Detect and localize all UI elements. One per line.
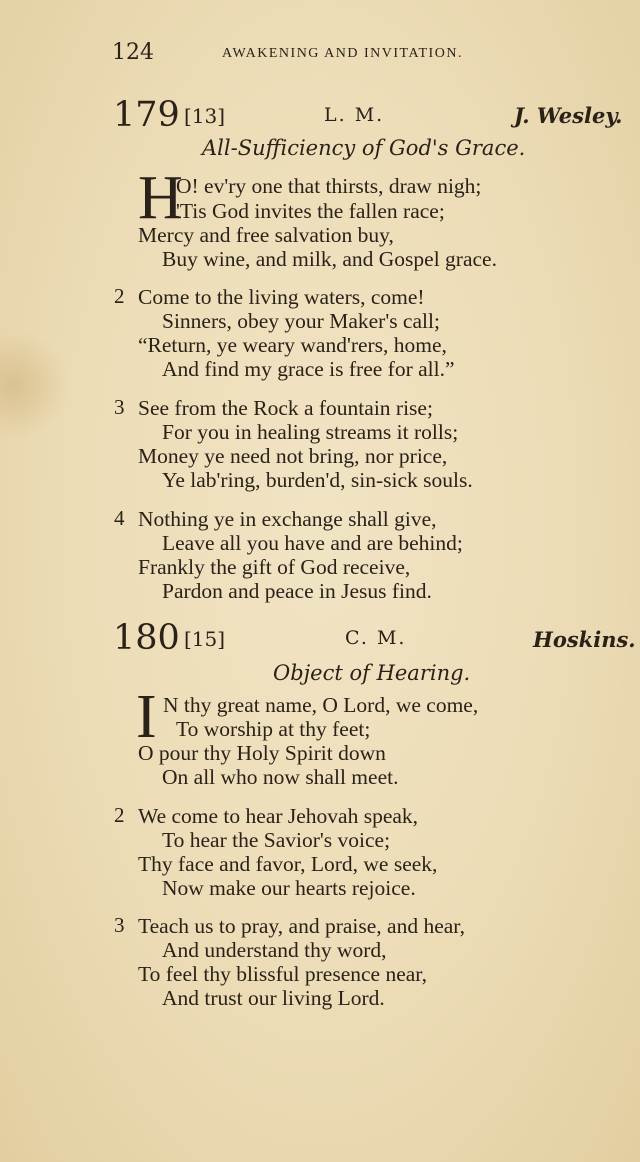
hymn-meter: L. M. (324, 104, 385, 126)
verse-line: We come to hear Jehovah speak, (138, 804, 419, 828)
verse-line: See from the Rock a fountain rise; (138, 396, 433, 420)
verse-number: 2 (114, 284, 125, 308)
verse-line: Nothing ye in exchange shall give, (138, 507, 437, 531)
verse-line: Frankly the gift of God receive, (138, 555, 411, 579)
verse-line: And find my grace is free for all.” (162, 357, 455, 381)
verse-line: To worship at thy feet; (176, 717, 371, 741)
hymn-number: 179 (113, 95, 180, 135)
paper-stain (0, 330, 70, 440)
verse-line: Now make our hearts rejoice. (162, 876, 416, 900)
verse-line: Money ye need not bring, nor price, (138, 444, 448, 468)
hymn-meter: C. M. (345, 627, 407, 649)
verse-line: To hear the Savior's voice; (162, 828, 391, 852)
verse-number: 3 (114, 913, 125, 937)
drop-cap: I (136, 683, 157, 751)
tune-number: [15] (184, 627, 226, 651)
verse-number: 2 (114, 803, 125, 827)
verse-line: “Return, ye weary wand'rers, home, (138, 333, 447, 357)
verse-line: Sinners, obey your Maker's call; (162, 309, 440, 333)
hymn-number: 180 (113, 618, 180, 658)
verse-line: N thy great name, O Lord, we come, (163, 693, 479, 717)
verse-line: 'Tis God invites the fallen race; (176, 199, 445, 223)
verse-line: Ye lab'ring, burden'd, sin-sick souls. (162, 468, 473, 492)
verse-line: Buy wine, and milk, and Gospel grace. (162, 247, 497, 271)
verse-line: To feel thy blissful presence near, (138, 962, 427, 986)
verse-line: And understand thy word, (162, 938, 387, 962)
hymn-title: Object of Hearing. (273, 661, 471, 685)
hymn-author: J. Wesley. (514, 103, 623, 128)
page-number: 124 (112, 40, 154, 65)
verse-line: O pour thy Holy Spirit down (138, 741, 386, 765)
verse-line: For you in healing streams it rolls; (162, 420, 459, 444)
verse-line: And trust our living Lord. (162, 986, 385, 1010)
drop-cap: H (138, 164, 183, 232)
verse-line: Mercy and free salvation buy, (138, 223, 394, 247)
hymn-title: All-Sufficiency of God's Grace. (202, 136, 526, 160)
verse-line: Teach us to pray, and praise, and hear, (138, 914, 465, 938)
verse-line: Pardon and peace in Jesus find. (162, 579, 432, 603)
running-head: AWAKENING AND INVITATION. (222, 46, 463, 61)
verse-line: On all who now shall meet. (162, 765, 399, 789)
verse-line: O! ev'ry one that thirsts, draw nigh; (176, 174, 482, 198)
verse-line: Come to the living waters, come! (138, 285, 425, 309)
verse-line: Leave all you have and are behind; (162, 531, 463, 555)
verse-number: 3 (114, 395, 125, 419)
verse-number: 4 (114, 506, 125, 530)
tune-number: [13] (184, 104, 226, 128)
hymn-author: Hoskins. (533, 627, 636, 652)
verse-line: Thy face and favor, Lord, we seek, (138, 852, 438, 876)
